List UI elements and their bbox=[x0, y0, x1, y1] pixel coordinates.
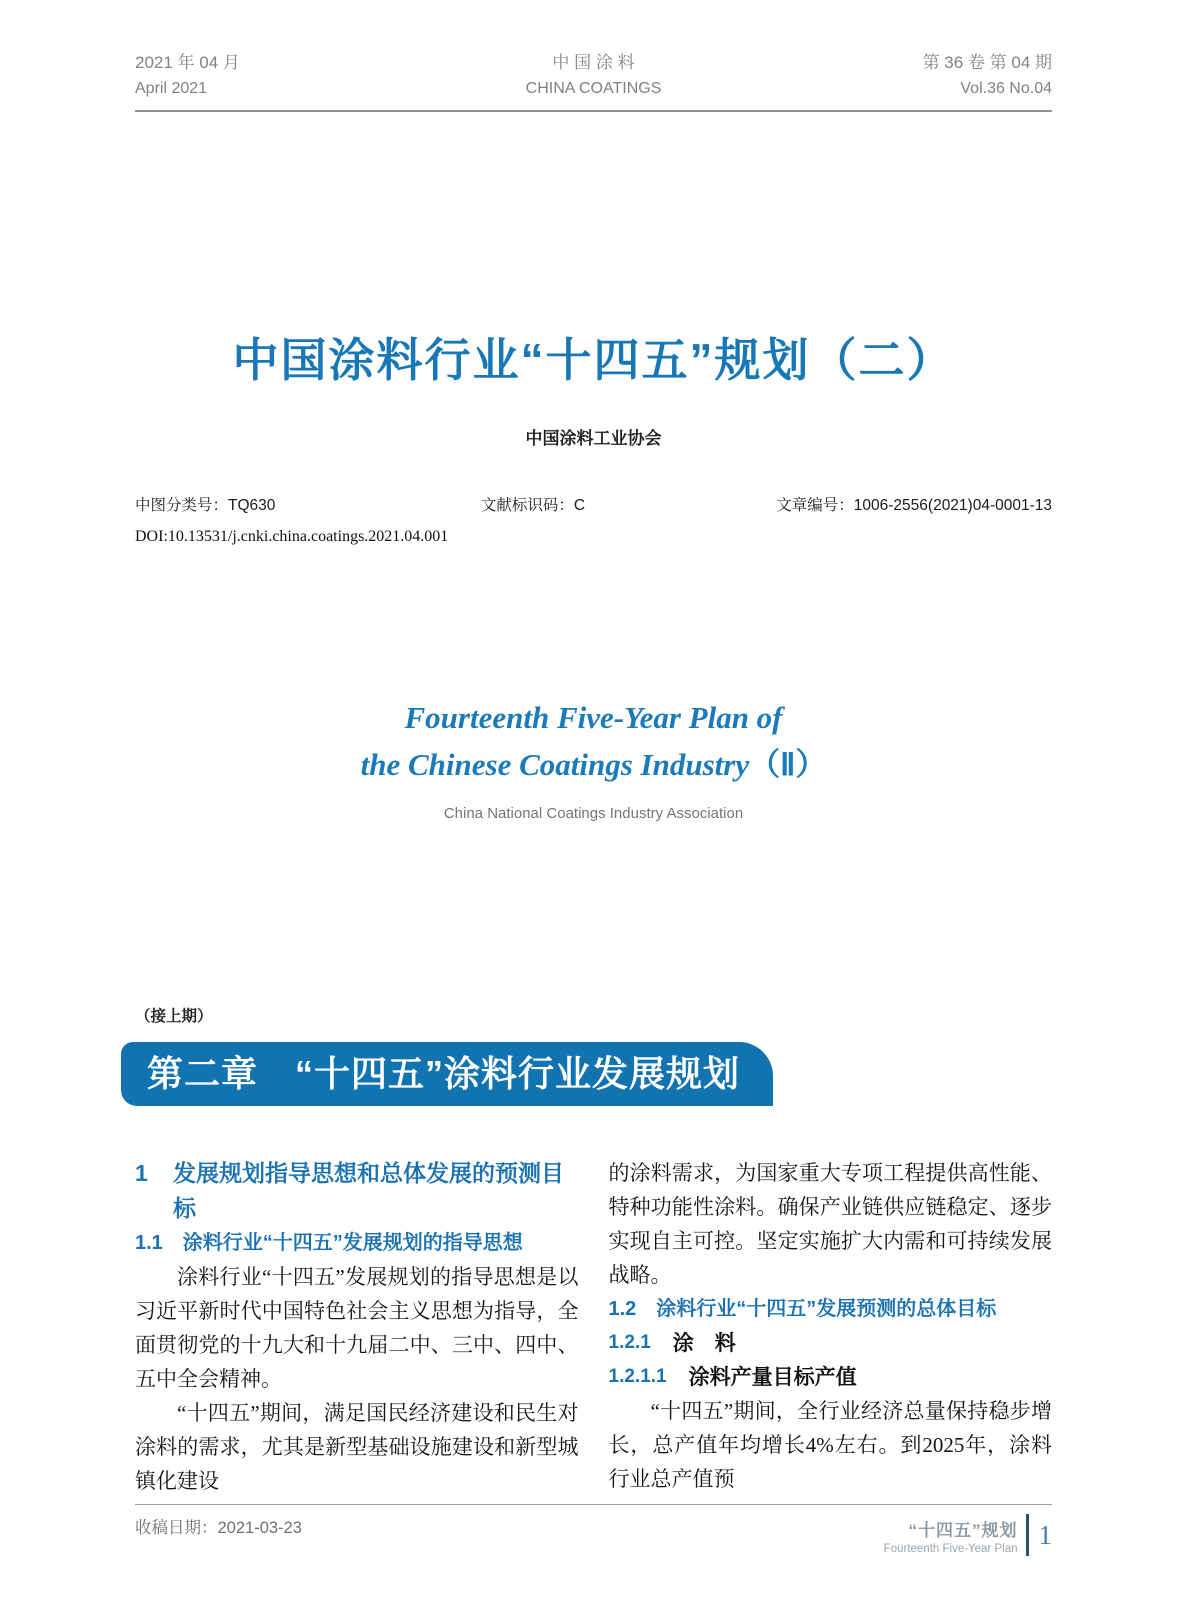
body-columns bbox=[135, 1156, 1052, 1498]
footer-plan-label-zh: “十四五”规划 bbox=[908, 1520, 1018, 1540]
title-en-line1: Fourteenth Five-Year Plan of bbox=[404, 700, 783, 735]
meta-doi: DOI:10.13531/j.cnki.china.coatings.2021.04.001 bbox=[135, 528, 449, 545]
article-meta-row bbox=[135, 493, 1052, 515]
section-1-number: 1 bbox=[135, 1160, 148, 1186]
running-head-journal bbox=[526, 50, 662, 102]
left-column bbox=[135, 1156, 579, 1498]
page-footer bbox=[884, 1514, 1052, 1556]
meta-article-id: 文章编号：1006-2556(2021)04-0001-13 bbox=[776, 497, 1052, 514]
page-number: 1 bbox=[1038, 1519, 1052, 1550]
article-author-en: China National Coatings Industry Association bbox=[443, 805, 744, 822]
chapter-banner: 第二章 “十四五”涂料行业发展规划 bbox=[121, 1042, 773, 1106]
running-head bbox=[135, 0, 1052, 112]
paragraph: “十四五”期间，全行业经济总量保持稳步增长，总产值年均增长4%左右。到2025年，涂料行业总产值预 bbox=[608, 1399, 1052, 1491]
section-1-2-1-1-number: 1.2.1.1 bbox=[608, 1366, 667, 1387]
title-en-line2-main: the Chinese Coatings Industry bbox=[360, 747, 750, 782]
journal-name-en: CHINA COATINGS bbox=[525, 80, 662, 97]
title-en-line2-suffix: （Ⅱ） bbox=[749, 747, 827, 782]
section-1-2-1-1-heading bbox=[609, 1360, 1053, 1394]
footer-labels bbox=[884, 1516, 1018, 1555]
running-head-date bbox=[135, 50, 526, 102]
footer-divider-bar bbox=[1026, 1514, 1029, 1556]
date-zh: 2021 年 04 月 bbox=[135, 53, 240, 72]
meta-clc: 中图分类号：TQ630 bbox=[135, 497, 276, 514]
section-1-title: 发展规划指导思想和总体发展的预测目标 bbox=[173, 1160, 564, 1221]
issue-en: Vol.36 No.04 bbox=[960, 80, 1052, 97]
section-1-2-1-1-title: 涂料产量目标产值 bbox=[688, 1365, 857, 1389]
section-1-2-1-number: 1.2.1 bbox=[608, 1332, 651, 1353]
meta-doc-code: 文献标识码：C bbox=[480, 497, 586, 514]
section-1-heading bbox=[135, 1156, 579, 1226]
running-head-issue bbox=[661, 50, 1052, 102]
section-1-2-heading: 1.2 涂料行业“十四五”发展预测的总体目标 bbox=[608, 1298, 997, 1320]
date-en: April 2021 bbox=[135, 80, 208, 97]
footnote-rule bbox=[135, 1504, 1052, 1505]
journal-name-zh: 中 国 涂 料 bbox=[552, 53, 635, 72]
section-1-2-1-heading bbox=[609, 1326, 1053, 1360]
continued-from-previous-issue-note: （接上期） bbox=[135, 1008, 213, 1025]
paragraph: 涂料行业“十四五”发展规划的指导思想是以习近平新时代中国特色社会主义思想为指导，全面贯彻党的十九大和十九届二中、三中、四中、五中全会精神。 bbox=[135, 1265, 579, 1391]
right-column bbox=[609, 1156, 1053, 1498]
issue-zh: 第 36 卷 第 04 期 bbox=[922, 53, 1052, 72]
article-title-en bbox=[135, 694, 1052, 788]
paragraph: “十四五”期间，满足国民经济建设和民生对涂料的需求，尤其是新型基础设施建设和新型城镇化建设 bbox=[135, 1401, 579, 1493]
section-1-2-1-title: 涂 料 bbox=[672, 1331, 736, 1355]
received-date-note: 收稿日期：2021-03-23 bbox=[135, 1519, 302, 1537]
title-en-line2 bbox=[135, 741, 1052, 788]
paragraph-continuation: 的涂料需求，为国家重大专项工程提供高性能、特种功能性涂料。确保产业链供应链稳定、逐步实现自主可控。坚定实施扩大内需和可持续发展战略。 bbox=[608, 1161, 1052, 1287]
footer-plan-label-en: Fourteenth Five-Year Plan bbox=[883, 1542, 1018, 1555]
article-author-zh: 中国涂料工业协会 bbox=[525, 429, 662, 448]
section-1-1-heading: 1.1 涂料行业“十四五”发展规划的指导思想 bbox=[135, 1232, 523, 1254]
article-title-zh: 中国涂料行业“十四五”规划（二） bbox=[232, 334, 955, 386]
